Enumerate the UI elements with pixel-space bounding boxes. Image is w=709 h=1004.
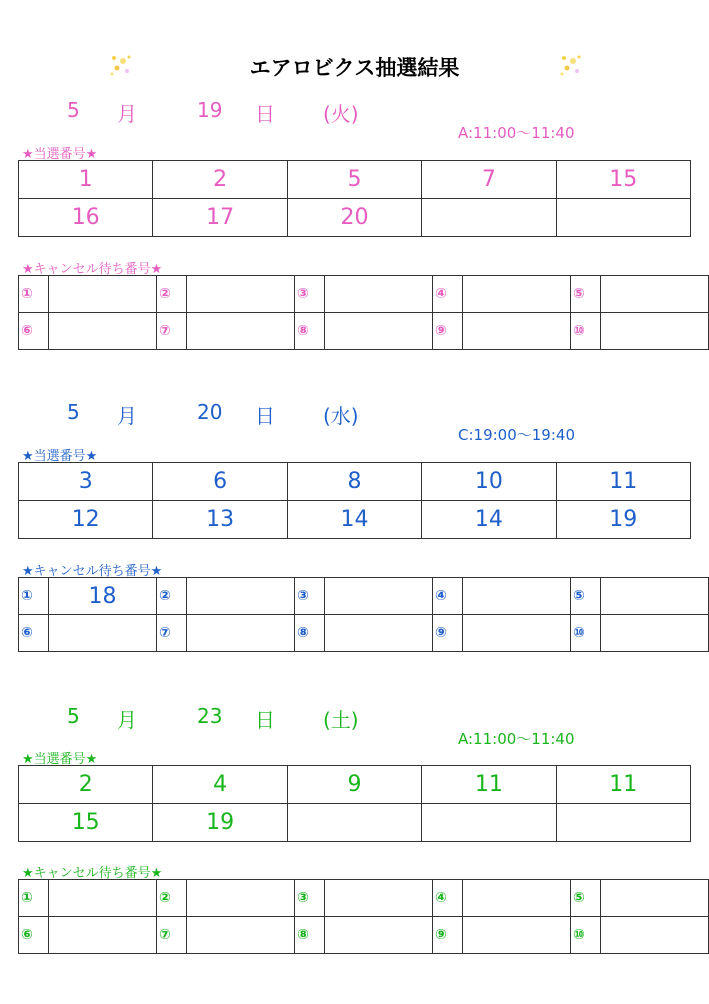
cancel-cell: [325, 313, 433, 350]
month: 5: [67, 704, 80, 728]
day-unit: 日: [255, 708, 275, 732]
day: 19: [197, 98, 223, 122]
time-slot: C:19:00～19:40: [458, 426, 575, 444]
winner-cell: 14: [422, 501, 556, 539]
day-unit: 日: [255, 102, 275, 126]
circled-number: ⑩: [571, 313, 601, 350]
circled-number: ⑨: [433, 313, 463, 350]
cancel-cell: [463, 276, 571, 313]
winner-cell: [422, 199, 556, 237]
winner-cell: 15: [556, 161, 690, 199]
cancel-cell: [187, 578, 295, 615]
cancel-table: [18, 577, 709, 652]
cancel-cell: [49, 276, 157, 313]
cancel-cell: [601, 880, 709, 917]
circled-number: ⑧: [295, 313, 325, 350]
winner-cell: 11: [422, 766, 556, 804]
winner-cell: 2: [19, 766, 153, 804]
weekday: (火): [323, 102, 359, 126]
circled-number: ④: [433, 578, 463, 615]
circled-number: ⑥: [19, 313, 49, 350]
winner-cell: 19: [153, 804, 287, 842]
cancel-cell: [49, 313, 157, 350]
month-unit: 月: [117, 404, 137, 428]
winner-cell: 1: [19, 161, 153, 199]
circled-number: ②: [157, 880, 187, 917]
month-unit: 月: [117, 708, 137, 732]
time-slot: A:11:00～11:40: [458, 730, 575, 748]
winner-cell: 15: [19, 804, 153, 842]
winner-table: [18, 160, 691, 237]
winner-cell: 12: [19, 501, 153, 539]
circled-number: ⑤: [571, 880, 601, 917]
winner-cell: 6: [153, 463, 287, 501]
month: 5: [67, 400, 80, 424]
day-unit: 日: [255, 404, 275, 428]
cancel-cell: [187, 880, 295, 917]
circled-number: ②: [157, 276, 187, 313]
cancel-cell: [601, 276, 709, 313]
cancel-cell: 18: [49, 578, 157, 615]
circled-number: ⑨: [433, 615, 463, 652]
month-unit: 月: [117, 102, 137, 126]
winner-cell: 14: [287, 501, 421, 539]
circled-number: ①: [19, 276, 49, 313]
circled-number: ⑥: [19, 917, 49, 954]
winner-cell: 7: [422, 161, 556, 199]
cancel-label: ★キャンセル待ち番号★: [22, 866, 163, 881]
cancel-cell: [463, 880, 571, 917]
circled-number: ⑤: [571, 276, 601, 313]
cancel-cell: [601, 578, 709, 615]
winner-cell: 8: [287, 463, 421, 501]
winner-cell: 20: [287, 199, 421, 237]
circled-number: ①: [19, 578, 49, 615]
winner-cell: 3: [19, 463, 153, 501]
cancel-cell: [49, 880, 157, 917]
winner-cell: 2: [153, 161, 287, 199]
cancel-cell: [187, 276, 295, 313]
circled-number: ⑤: [571, 578, 601, 615]
winner-cell: 19: [556, 501, 690, 539]
circled-number: ⑦: [157, 313, 187, 350]
winner-cell: [556, 804, 690, 842]
winner-cell: [556, 199, 690, 237]
winner-cell: 11: [556, 766, 690, 804]
cancel-cell: [187, 615, 295, 652]
sparkle-right-icon: [558, 52, 584, 78]
circled-number: ③: [295, 578, 325, 615]
circled-number: ②: [157, 578, 187, 615]
winner-cell: [287, 804, 421, 842]
winner-table: [18, 462, 691, 539]
day: 23: [197, 704, 223, 728]
circled-number: ③: [295, 276, 325, 313]
cancel-cell: [325, 917, 433, 954]
circled-number: ④: [433, 276, 463, 313]
month: 5: [67, 98, 80, 122]
cancel-table: [18, 879, 709, 954]
winner-label: ★当選番号★: [22, 449, 98, 464]
cancel-cell: [187, 313, 295, 350]
circled-number: ⑦: [157, 917, 187, 954]
cancel-cell: [325, 880, 433, 917]
cancel-cell: [601, 313, 709, 350]
winner-cell: 11: [556, 463, 690, 501]
circled-number: ⑥: [19, 615, 49, 652]
cancel-cell: [49, 917, 157, 954]
winner-cell: 16: [19, 199, 153, 237]
circled-number: ⑩: [571, 615, 601, 652]
cancel-cell: [325, 276, 433, 313]
winner-label: ★当選番号★: [22, 147, 98, 162]
winner-cell: [422, 804, 556, 842]
circled-number: ⑧: [295, 615, 325, 652]
winner-label: ★当選番号★: [22, 752, 98, 767]
page-title: エアロビクス抽選結果: [249, 56, 460, 80]
winner-cell: 9: [287, 766, 421, 804]
cancel-cell: [463, 313, 571, 350]
winner-cell: 5: [287, 161, 421, 199]
cancel-cell: [601, 615, 709, 652]
winner-cell: 10: [422, 463, 556, 501]
circled-number: ⑦: [157, 615, 187, 652]
weekday: (土): [323, 708, 359, 732]
cancel-label: ★キャンセル待ち番号★: [22, 564, 163, 579]
cancel-cell: [463, 917, 571, 954]
cancel-cell: [325, 578, 433, 615]
cancel-cell: [463, 578, 571, 615]
cancel-cell: [325, 615, 433, 652]
weekday: (水): [323, 404, 359, 428]
cancel-cell: [49, 615, 157, 652]
winner-table: [18, 765, 691, 842]
circled-number: ④: [433, 880, 463, 917]
circled-number: ③: [295, 880, 325, 917]
cancel-cell: [187, 917, 295, 954]
time-slot: A:11:00～11:40: [458, 124, 575, 142]
cancel-cell: [463, 615, 571, 652]
winner-cell: 13: [153, 501, 287, 539]
circled-number: ①: [19, 880, 49, 917]
winner-cell: 4: [153, 766, 287, 804]
winner-cell: 17: [153, 199, 287, 237]
circled-number: ⑧: [295, 917, 325, 954]
cancel-table: [18, 275, 709, 350]
circled-number: ⑩: [571, 917, 601, 954]
cancel-cell: [601, 917, 709, 954]
day: 20: [197, 400, 223, 424]
circled-number: ⑨: [433, 917, 463, 954]
cancel-label: ★キャンセル待ち番号★: [22, 262, 163, 277]
